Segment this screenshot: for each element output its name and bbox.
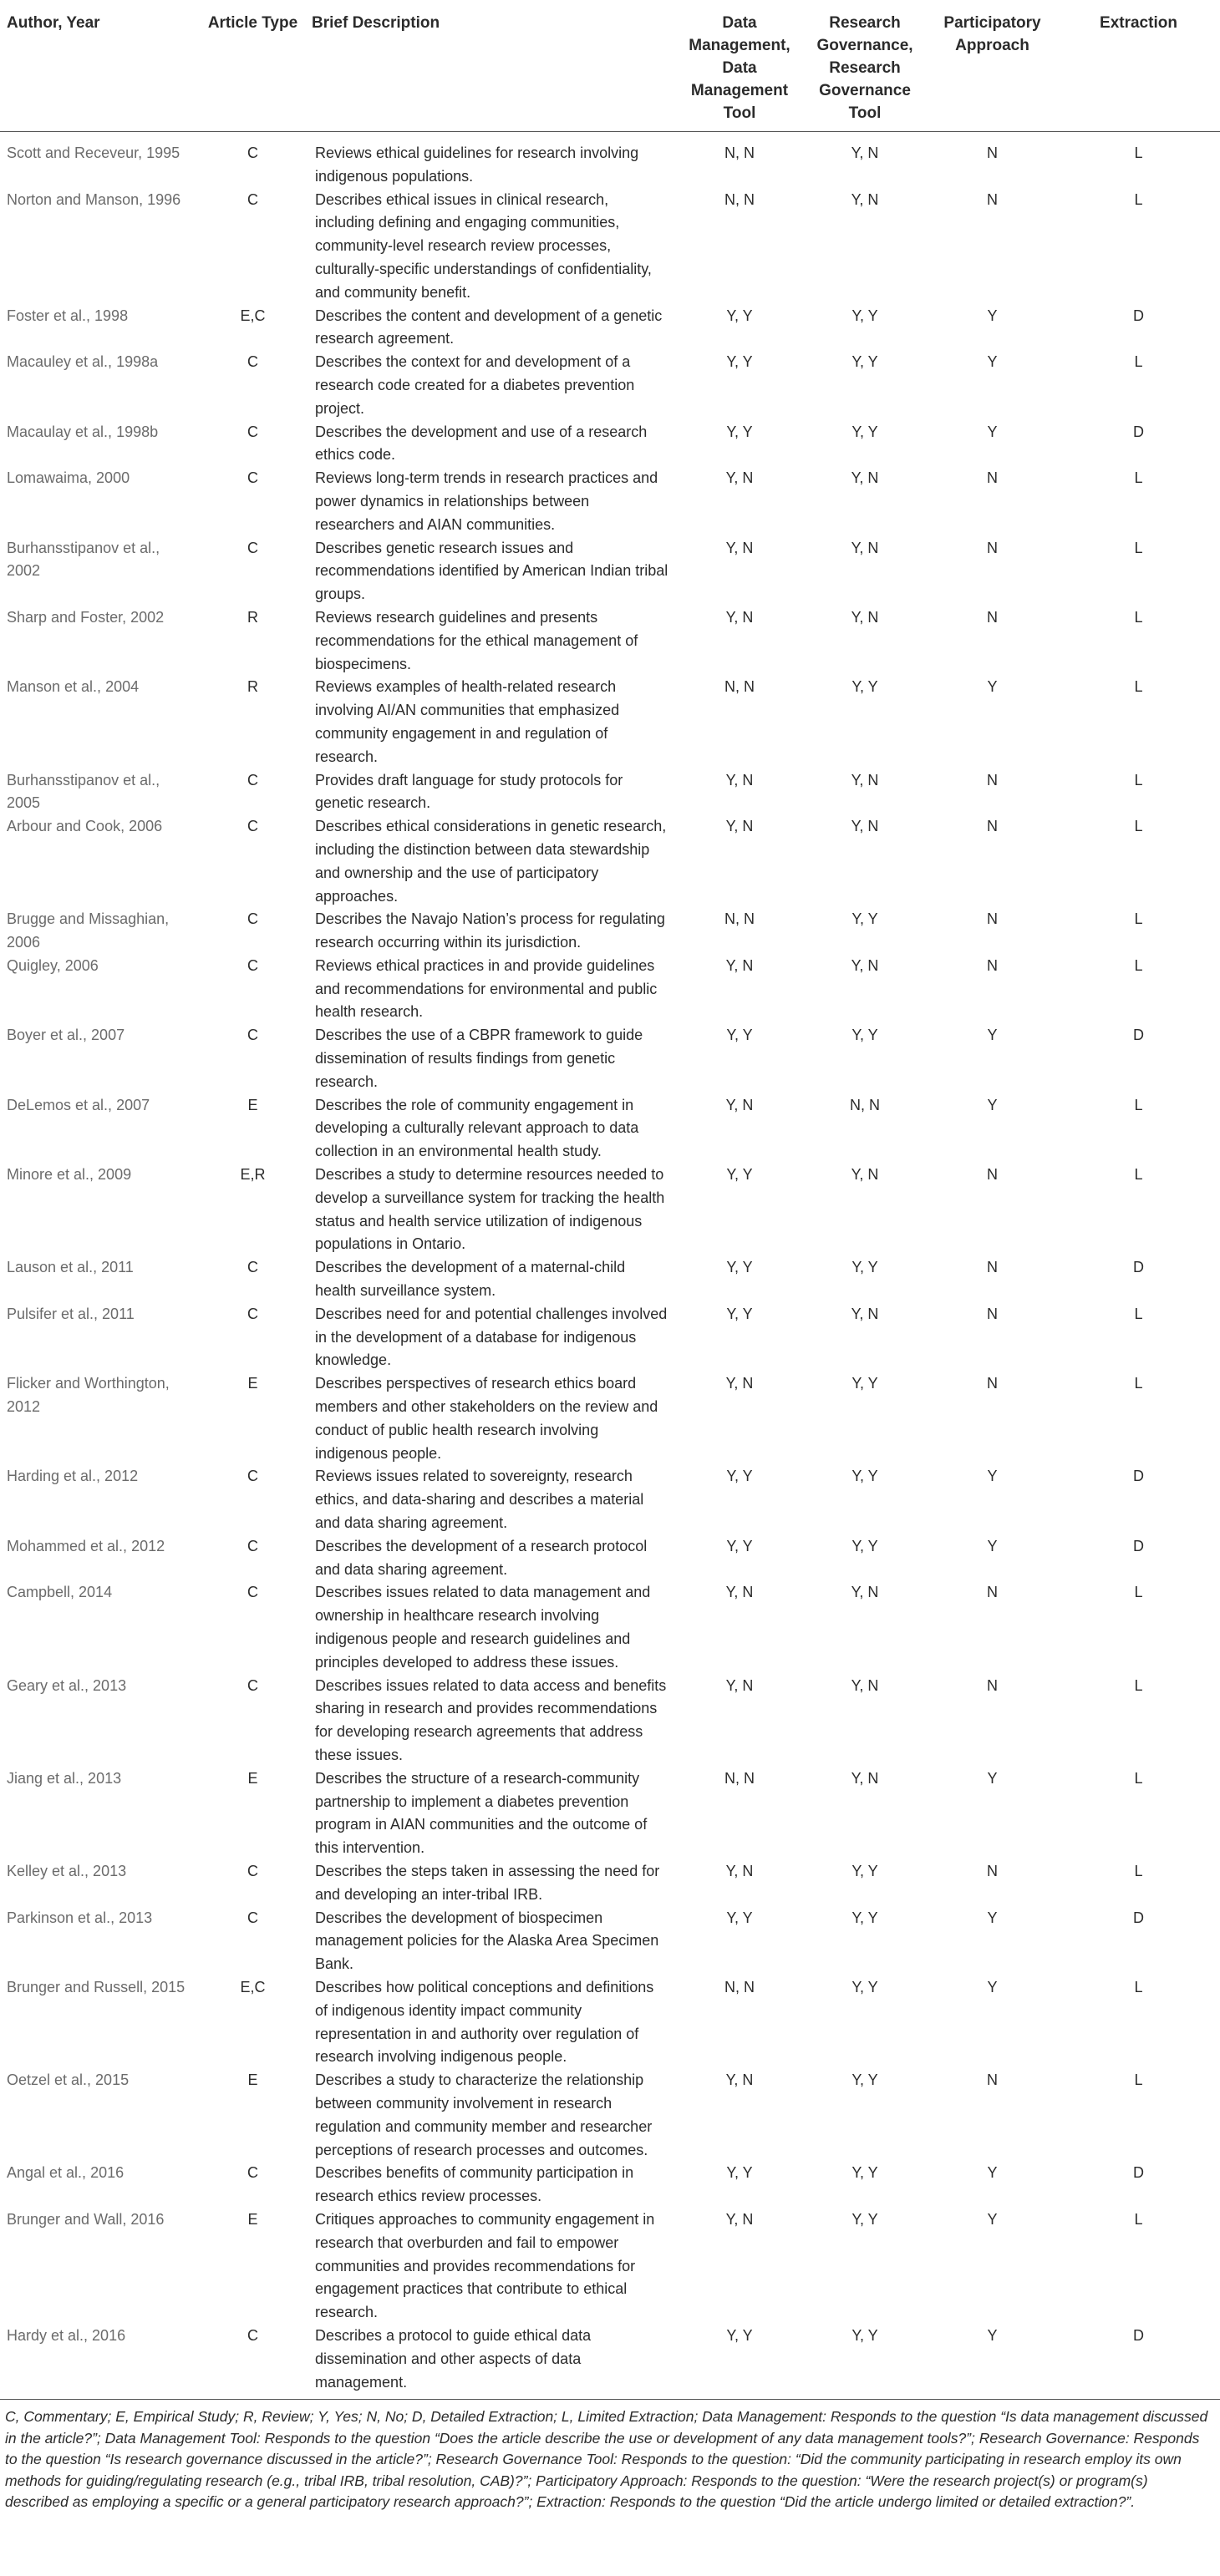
cell-article-type: C xyxy=(247,771,258,789)
cell-research-governance: Y, N xyxy=(851,190,879,208)
cell-article-type: C xyxy=(247,1027,258,1044)
cell-participatory-approach: N xyxy=(987,1862,998,1879)
cell-research-governance: Y, Y xyxy=(851,1909,878,1926)
cell-author: Oetzel et al., 2015 xyxy=(7,2071,130,2089)
table-row xyxy=(0,1303,1220,1372)
table-row xyxy=(0,1767,1220,1860)
cell-extraction: L xyxy=(1134,1862,1143,1879)
cell-description: Describes need for and potential challenges involved in the development of a database for indigenous knowledge. xyxy=(315,1305,668,1369)
cell-author: Pulsifer et al., 2011 xyxy=(7,1305,135,1322)
cell-research-governance: Y, Y xyxy=(851,678,878,696)
cell-data-management: Y, N xyxy=(725,818,754,835)
cell-data-management: Y, N xyxy=(725,1375,754,1392)
cell-extraction: L xyxy=(1134,539,1143,556)
cell-description: Describes the role of community engagement in developing a culturally relevant approach to data collection in an environmental health study. xyxy=(315,1096,639,1160)
cell-extraction: L xyxy=(1134,353,1143,371)
cell-participatory-approach: Y xyxy=(987,1027,998,1044)
cell-research-governance: Y, Y xyxy=(851,353,878,371)
cell-author: Burhansstipanov et al., 2002 xyxy=(7,539,160,580)
cell-participatory-approach: Y xyxy=(987,2164,998,2182)
table-row xyxy=(0,1094,1220,1164)
cell-extraction: L xyxy=(1134,469,1143,487)
cell-data-management: Y, N xyxy=(725,956,754,974)
table-row xyxy=(0,1256,1220,1303)
cell-author: Angal et al., 2016 xyxy=(7,2164,125,2182)
cell-article-type: C xyxy=(247,1305,258,1322)
table-row xyxy=(0,1860,1220,1907)
table-header xyxy=(0,8,1220,132)
cell-description: Describes the use of a CBPR framework to guide dissemination of results findings from genetic research. xyxy=(315,1027,643,1090)
cell-extraction: D xyxy=(1133,1468,1144,1485)
cell-article-type: C xyxy=(247,469,258,487)
cell-description: Reviews examples of health-related research involving AI/AN communities that emphasized community engagement in and regulation of research. xyxy=(315,678,620,765)
cell-data-management: N, N xyxy=(724,678,755,696)
cell-participatory-approach: N xyxy=(987,1305,998,1322)
table-row xyxy=(0,2069,1220,2162)
cell-article-type: C xyxy=(247,1909,258,1926)
cell-data-management: Y, Y xyxy=(726,2164,753,2182)
cell-research-governance: Y, N xyxy=(851,539,879,556)
cell-description: Describes issues related to data access and benefits sharing in research and provides recommendations for developing research agreements that address these issues. xyxy=(315,1676,667,1763)
cell-participatory-approach: N xyxy=(987,145,998,161)
cell-extraction: L xyxy=(1134,910,1143,928)
cell-article-type: C xyxy=(247,1259,258,1276)
cell-article-type: E xyxy=(247,1096,258,1113)
cell-research-governance: Y, N xyxy=(851,771,879,789)
cell-description: Describes the content and development of a genetic research agreement. xyxy=(315,307,663,347)
cell-participatory-approach: Y xyxy=(987,1978,998,1995)
cell-extraction: L xyxy=(1134,678,1143,696)
cell-article-type: E xyxy=(247,2210,258,2228)
cell-author: Mohammed et al., 2012 xyxy=(7,1537,165,1554)
cell-author: Burhansstipanov et al., 2005 xyxy=(7,771,160,812)
cell-data-management: Y, Y xyxy=(726,1259,753,1276)
cell-data-management: Y, Y xyxy=(726,1166,753,1184)
cell-extraction: L xyxy=(1134,1978,1143,1995)
cell-research-governance: N, N xyxy=(850,1096,880,1113)
cell-extraction: D xyxy=(1133,1909,1144,1926)
cell-extraction: L xyxy=(1134,771,1143,789)
cell-author: Foster et al., 1998 xyxy=(7,307,129,324)
cell-extraction: L xyxy=(1134,2071,1143,2089)
table-row xyxy=(0,1024,1220,1093)
cell-article-type: C xyxy=(247,2326,258,2344)
cell-participatory-approach: Y xyxy=(987,423,998,440)
header-author: Author, Year xyxy=(0,8,201,132)
table-row xyxy=(0,1581,1220,1674)
cell-article-type: R xyxy=(247,678,258,696)
table-row xyxy=(0,955,1220,1024)
cell-description: Describes ethical issues in clinical research, including defining and engaging communities, community-level research review processes, culturally-specific understandings of confidentiality, and community benefit. xyxy=(315,190,652,301)
cell-description: Describes a protocol to guide ethical data dissemination and other aspects of data management. xyxy=(315,2326,592,2391)
header-article-type: Article Type xyxy=(201,8,305,132)
cell-article-type: R xyxy=(247,608,258,626)
cell-description: Reviews ethical practices in and provide guidelines and recommendations for environmental and public health research. xyxy=(315,956,658,1021)
cell-participatory-approach: N xyxy=(987,818,998,835)
cell-research-governance: Y, Y xyxy=(851,1468,878,1485)
table-row xyxy=(0,351,1220,420)
cell-research-governance: Y, Y xyxy=(851,1537,878,1554)
cell-author: Parkinson et al., 2013 xyxy=(7,1909,153,1926)
table-row xyxy=(0,1465,1220,1534)
cell-data-management: Y, Y xyxy=(726,353,753,371)
cell-article-type: C xyxy=(247,353,258,371)
table-row xyxy=(0,676,1220,768)
cell-author: Brunger and Russell, 2015 xyxy=(7,1978,186,1995)
cell-data-management: Y, N xyxy=(725,1096,754,1113)
cell-research-governance: Y, Y xyxy=(851,1259,878,1276)
cell-author: Scott and Receveur, 1995 xyxy=(7,145,180,161)
cell-data-management: N, N xyxy=(724,1978,755,1995)
cell-author: Hardy et al., 2016 xyxy=(7,2326,126,2344)
cell-article-type: C xyxy=(247,1862,258,1879)
cell-description: Describes the context for and development of a research code created for a diabetes prevention project. xyxy=(315,353,635,417)
cell-article-type: C xyxy=(247,1537,258,1554)
cell-participatory-approach: N xyxy=(987,771,998,789)
cell-description: Describes the steps taken in assessing the need for and developing an inter-tribal IRB. xyxy=(315,1862,660,1903)
cell-data-management: Y, Y xyxy=(726,1468,753,1485)
cell-description: Reviews ethical guidelines for research involving indigenous populations. xyxy=(315,145,639,185)
header-row xyxy=(0,8,1220,132)
cell-research-governance: Y, Y xyxy=(851,2164,878,2182)
cell-data-management: Y, Y xyxy=(726,1909,753,1926)
cell-extraction: D xyxy=(1133,2164,1144,2182)
header-extraction: Extraction xyxy=(1057,8,1220,132)
literature-table xyxy=(0,8,1220,2394)
cell-participatory-approach: Y xyxy=(987,1909,998,1926)
header-data-management: Data Management, Data Management Tool xyxy=(677,8,802,132)
cell-description: Reviews long-term trends in research practices and power dynamics in relationships between researchers and AIAN communities. xyxy=(315,469,658,533)
table-row xyxy=(0,1675,1220,1767)
cell-participatory-approach: Y xyxy=(987,1769,998,1787)
cell-extraction: D xyxy=(1133,1027,1144,1044)
cell-participatory-approach: Y xyxy=(987,307,998,324)
cell-participatory-approach: N xyxy=(987,2071,998,2089)
cell-article-type: C xyxy=(247,1468,258,1485)
cell-description: Describes the development of a research protocol and data sharing agreement. xyxy=(315,1537,648,1578)
cell-extraction: L xyxy=(1134,818,1143,835)
cell-data-management: Y, Y xyxy=(726,1027,753,1044)
cell-article-type: C xyxy=(247,1676,258,1694)
table-row xyxy=(0,1976,1220,2069)
cell-extraction: L xyxy=(1134,1305,1143,1322)
cell-description: Describes a study to characterize the relationship between community involvement in research regulation and community member and researcher perceptions of research processes and outcomes. xyxy=(315,2071,653,2158)
cell-participatory-approach: Y xyxy=(987,1096,998,1113)
cell-article-type: C xyxy=(247,145,258,161)
cell-research-governance: Y, Y xyxy=(851,1862,878,1879)
cell-article-type: E xyxy=(247,1375,258,1392)
cell-author: Boyer et al., 2007 xyxy=(7,1027,125,1044)
cell-author: Kelley et al., 2013 xyxy=(7,1862,127,1879)
cell-extraction: L xyxy=(1134,2210,1143,2228)
cell-extraction: D xyxy=(1133,2326,1144,2344)
cell-article-type: C xyxy=(247,2164,258,2182)
cell-article-type: E,C xyxy=(240,1978,266,1995)
cell-data-management: Y, N xyxy=(725,2210,754,2228)
cell-extraction: D xyxy=(1133,423,1144,440)
table-row xyxy=(0,815,1220,908)
cell-extraction: D xyxy=(1133,1259,1144,1276)
cell-author: Quigley, 2006 xyxy=(7,956,99,974)
cell-extraction: D xyxy=(1133,307,1144,324)
cell-data-management: N, N xyxy=(724,145,755,161)
cell-extraction: L xyxy=(1134,956,1143,974)
table-row xyxy=(0,189,1220,305)
header-research-governance: Research Governance, Research Governance Tool xyxy=(802,8,928,132)
cell-description: Describes the development of a maternal-child health surveillance system. xyxy=(315,1259,626,1300)
table-footnote: C, Commentary; E, Empirical Study; R, Review; Y, Yes; N, No; D, Detailed Extraction; L, Limited Extraction; Data Management: Responds to the question “Is data management discussed in the article?”; Data Management Tool: Responds to the question “Does the article describe the use or development of any data management tools?”; Research Governance: Responds to the question “Is research governance discussed in the article?”; Research Governance Tool: Responds to the question: “Did the community participating in research employ its own methods for guiding/regulating research (e.g., tribal IRB, tribal resolution, CAB)?”; Participatory Approach: Responds to the question: “Were the research project(s) or program(s) described as employing a specific or a general participatory research approach?”; Extraction: Responds to the question “Did the article undergo limited or detailed extraction?”. xyxy=(5,2408,1208,2511)
cell-research-governance: Y, N xyxy=(851,1769,879,1787)
cell-extraction: L xyxy=(1134,1166,1143,1184)
cell-author: Jiang et al., 2013 xyxy=(7,1769,122,1787)
cell-research-governance: Y, Y xyxy=(851,307,878,324)
table-row xyxy=(0,305,1220,352)
cell-article-type: E,R xyxy=(240,1166,266,1184)
cell-data-management: Y, N xyxy=(725,1676,754,1694)
cell-description: Describes the development of biospecimen management policies for the Alaska Area Specimen Bank. xyxy=(315,1909,659,1973)
cell-description: Describes genetic research issues and recommendations identified by American Indian tribal groups. xyxy=(315,539,668,603)
table-row xyxy=(0,769,1220,816)
cell-author: Brunger and Wall, 2016 xyxy=(7,2210,165,2228)
cell-author: Lauson et al., 2011 xyxy=(7,1259,134,1276)
cell-description: Reviews research guidelines and presents recommendations for the ethical management of biospecimens. xyxy=(315,608,638,672)
table-row xyxy=(0,1535,1220,1582)
cell-author: Sharp and Foster, 2002 xyxy=(7,608,165,626)
cell-article-type: C xyxy=(247,539,258,556)
cell-research-governance: Y, Y xyxy=(851,910,878,928)
cell-participatory-approach: Y xyxy=(987,1468,998,1485)
table-row xyxy=(0,2162,1220,2208)
cell-participatory-approach: N xyxy=(987,539,998,556)
cell-participatory-approach: N xyxy=(987,1375,998,1392)
header-participatory-approach: Participatory Approach xyxy=(928,8,1057,132)
cell-participatory-approach: N xyxy=(987,1166,998,1184)
cell-article-type: E,C xyxy=(240,307,266,324)
cell-extraction: L xyxy=(1134,1769,1143,1787)
cell-description: Reviews issues related to sovereignty, research ethics, and data-sharing and describes a material and data sharing agreement. xyxy=(315,1468,644,1532)
cell-author: Manson et al., 2004 xyxy=(7,678,140,696)
cell-article-type: C xyxy=(247,910,258,928)
cell-article-type: C xyxy=(247,818,258,835)
cell-data-management: Y, Y xyxy=(726,1537,753,1554)
cell-data-management: N, N xyxy=(724,1769,755,1787)
cell-author: DeLemos et al., 2007 xyxy=(7,1096,150,1113)
cell-author: Lomawaima, 2000 xyxy=(7,469,130,487)
cell-author: Macaulay et al., 1998b xyxy=(7,423,159,440)
cell-description: Describes the development and use of a research ethics code. xyxy=(315,423,648,464)
cell-participatory-approach: N xyxy=(987,1259,998,1276)
cell-author: Norton and Manson, 1996 xyxy=(7,190,181,208)
cell-data-management: Y, N xyxy=(725,539,754,556)
cell-description: Describes the Navajo Nation’s process for regulating research occurring within its jurisdiction. xyxy=(315,910,665,951)
cell-author: Harding et al., 2012 xyxy=(7,1468,139,1485)
cell-author: Geary et al., 2013 xyxy=(7,1676,127,1694)
cell-data-management: Y, N xyxy=(725,2071,754,2089)
cell-participatory-approach: N xyxy=(987,1584,998,1601)
cell-description: Critiques approaches to community engagement in research that overburden and fail to empower communities and provides recommendations for engagement practices that contribute to ethical research. xyxy=(315,2210,655,2321)
cell-participatory-approach: Y xyxy=(987,2326,998,2344)
cell-participatory-approach: Y xyxy=(987,1537,998,1554)
cell-article-type: E xyxy=(247,1769,258,1787)
cell-data-management: N, N xyxy=(724,910,755,928)
cell-participatory-approach: Y xyxy=(987,678,998,696)
cell-description: Describes how political conceptions and definitions of indigenous identity impact community representation in and authority over regulation of research involving indigenous people. xyxy=(315,1978,654,2066)
cell-article-type: C xyxy=(247,190,258,208)
cell-extraction: L xyxy=(1134,1584,1143,1601)
cell-research-governance: Y, Y xyxy=(851,1978,878,1995)
table-row xyxy=(0,908,1220,955)
table-row xyxy=(0,1372,1220,1465)
cell-data-management: Y, Y xyxy=(726,1305,753,1322)
cell-description: Describes ethical considerations in genetic research, including the distinction between data stewardship and ownership and the use of participatory approaches. xyxy=(315,818,667,905)
table-row xyxy=(0,1907,1220,1976)
cell-data-management: Y, N xyxy=(725,469,754,487)
cell-data-management: N, N xyxy=(724,190,755,208)
cell-participatory-approach: N xyxy=(987,608,998,626)
cell-research-governance: Y, N xyxy=(851,1166,879,1184)
cell-description: Provides draft language for study protocols for genetic research. xyxy=(315,771,623,812)
cell-participatory-approach: N xyxy=(987,190,998,208)
cell-research-governance: Y, Y xyxy=(851,423,878,440)
cell-author: Campbell, 2014 xyxy=(7,1584,113,1601)
cell-author: Macauley et al., 1998a xyxy=(7,353,159,371)
cell-research-governance: Y, Y xyxy=(851,1375,878,1392)
cell-data-management: Y, N xyxy=(725,608,754,626)
cell-article-type: E xyxy=(247,2071,258,2089)
cell-description: Describes issues related to data management and ownership in healthcare research involving indigenous people and research guidelines and principles developed to address these issues. xyxy=(315,1584,651,1671)
cell-extraction: L xyxy=(1134,145,1143,161)
cell-data-management: Y, Y xyxy=(726,423,753,440)
cell-data-management: Y, N xyxy=(725,1584,754,1601)
cell-description: Describes benefits of community participation in research ethics review processes. xyxy=(315,2164,634,2205)
header-brief-description: Brief Description xyxy=(305,8,677,132)
cell-extraction: D xyxy=(1133,1537,1144,1554)
table-row xyxy=(0,537,1220,606)
cell-research-governance: Y, N xyxy=(851,469,879,487)
cell-research-governance: Y, N xyxy=(851,1305,879,1322)
table-row xyxy=(0,421,1220,468)
cell-research-governance: Y, Y xyxy=(851,2071,878,2089)
cell-participatory-approach: N xyxy=(987,469,998,487)
table-row xyxy=(0,467,1220,536)
cell-data-management: Y, N xyxy=(725,771,754,789)
cell-participatory-approach: N xyxy=(987,956,998,974)
cell-research-governance: Y, Y xyxy=(851,2326,878,2344)
cell-participatory-approach: Y xyxy=(987,353,998,371)
cell-author: Arbour and Cook, 2006 xyxy=(7,818,163,835)
cell-article-type: C xyxy=(247,1584,258,1601)
cell-article-type: C xyxy=(247,423,258,440)
cell-description: Describes a study to determine resources needed to develop a surveillance system for tracking the health status and health service utilization of indigenous populations in Ontario. xyxy=(315,1166,665,1253)
cell-extraction: L xyxy=(1134,608,1143,626)
cell-extraction: L xyxy=(1134,1676,1143,1694)
table-row xyxy=(0,2325,1220,2394)
cell-research-governance: Y, N xyxy=(851,818,879,835)
cell-data-management: Y, Y xyxy=(726,307,753,324)
cell-data-management: Y, N xyxy=(725,1862,754,1879)
cell-research-governance: Y, N xyxy=(851,608,879,626)
cell-research-governance: Y, N xyxy=(851,956,879,974)
cell-extraction: L xyxy=(1134,190,1143,208)
cell-research-governance: Y, N xyxy=(851,145,879,161)
table-row xyxy=(0,606,1220,676)
table-row xyxy=(0,132,1220,189)
cell-research-governance: Y, Y xyxy=(851,1027,878,1044)
cell-extraction: L xyxy=(1134,1096,1143,1113)
cell-article-type: C xyxy=(247,956,258,974)
cell-participatory-approach: N xyxy=(987,910,998,928)
cell-research-governance: Y, N xyxy=(851,1584,879,1601)
cell-extraction: L xyxy=(1134,1375,1143,1392)
table-row xyxy=(0,2208,1220,2325)
cell-author: Minore et al., 2009 xyxy=(7,1166,132,1184)
table-body xyxy=(0,132,1220,2395)
table-row xyxy=(0,1164,1220,1256)
cell-description: Describes the structure of a research-community partnership to implement a diabetes prevention program in AIAN communities and the outcome of this intervention. xyxy=(315,1769,648,1857)
cell-research-governance: Y, Y xyxy=(851,2210,878,2228)
cell-author: Flicker and Worthington, 2012 xyxy=(7,1375,170,1416)
cell-participatory-approach: Y xyxy=(987,2210,998,2228)
cell-data-management: Y, Y xyxy=(726,2326,753,2344)
cell-participatory-approach: N xyxy=(987,1676,998,1694)
cell-description: Describes perspectives of research ethics board members and other stakeholders on the review and conduct of public health research involving indigenous people. xyxy=(315,1375,658,1462)
cell-author: Brugge and Missaghian, 2006 xyxy=(7,910,170,951)
cell-research-governance: Y, N xyxy=(851,1676,879,1694)
